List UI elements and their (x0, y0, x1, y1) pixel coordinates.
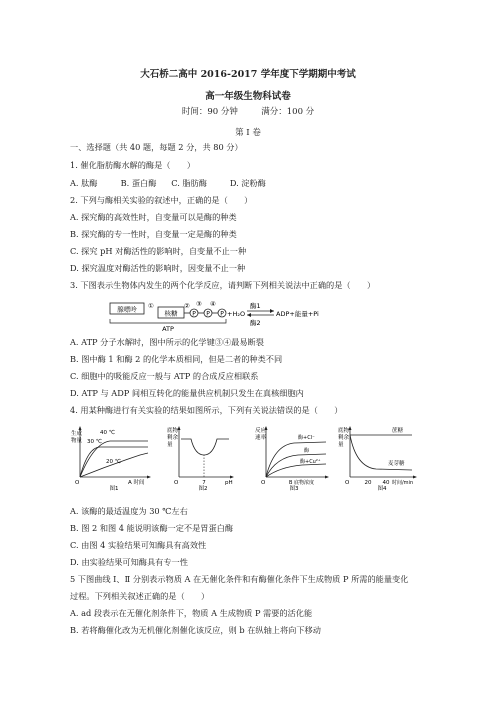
adenine-label: 腺嘌呤 (117, 305, 137, 314)
fig3-ylabel-2: 速率 (255, 435, 267, 441)
q3-stem: 3. 下图表示生物体内发生的两个化学反应，请判断下列相关说法中正确的是（ ） (70, 280, 376, 290)
fig3-x-arrowhead (325, 476, 329, 479)
fig4-tick-40: 40 (382, 480, 390, 486)
atp-diagram (108, 298, 319, 334)
q2-option-b: B. 探究酶的专一性时，自变量一定是酶的种类 (70, 229, 237, 239)
enzyme-2-label: 酶2 (250, 319, 261, 327)
section-heading: 一、选择题（共 40 题，每题 2 分，共 80 分） (70, 142, 243, 152)
figure-2 (165, 423, 237, 491)
fig3-caption: 图3 (289, 486, 299, 492)
fig1-label-20c: 20 ℃ (106, 459, 121, 465)
fig3-curve-cu (266, 464, 326, 477)
fig3-label-enzyme: 酶 (304, 448, 310, 454)
q5-stem-line-1: 5 下图曲线 Ⅰ、Ⅱ 分别表示物质 A 在无催化条件和有酶催化条件下生成物质 P 所需的能量变化 (70, 574, 409, 584)
q4-option-a: A. 该酶的最适温度为 30 ℃左右 (70, 506, 188, 516)
fig2-origin: O (174, 480, 179, 486)
fig4-origin: O (345, 480, 350, 486)
bond-4-label: ④ (210, 300, 216, 308)
figure-3 (254, 423, 332, 491)
time-label: 时间：90 分钟 (181, 107, 238, 117)
fig4-ylabel-3: 量 (338, 442, 344, 448)
figure-4 (336, 423, 420, 491)
ribose-label: 核糖 (164, 309, 178, 318)
fig4-xlabel: 时间/min (392, 480, 414, 486)
fig1-ylabel-2: 物量 (71, 438, 83, 444)
q1-options (70, 178, 266, 188)
fig3-ylabel-1: 反应 (255, 428, 267, 434)
fig3-label-cl: 酶+Cl⁻ (298, 435, 315, 441)
q3-option-a: A. ATP 分子水解时，图中所示的化学键③④最易断裂 (70, 337, 264, 347)
q2-stem: 2. 下列与酶相关实验的叙述中，正确的是（ ） (70, 195, 253, 205)
fig4-ylabel-2: 剩余 (338, 435, 350, 441)
fig3-label-cu: 酶+Cu²⁺ (300, 459, 321, 465)
fig2-curve (181, 439, 229, 455)
atp-label: ATP (162, 325, 174, 333)
fig2-ylabel-1: 底物 (167, 428, 179, 434)
q4-option-b: B. 图 2 和图 4 能说明该酶一定不是胃蛋白酶 (70, 523, 234, 533)
forward-arrowhead (270, 309, 274, 313)
fig1-xlabel: A 时间 (128, 480, 145, 486)
q2-option-a: A. 探究酶的高效性时，自变量可以是酶的种类 (70, 212, 237, 222)
fig4-x-arrowhead (413, 476, 417, 479)
fig4-caption: 图4 (377, 486, 387, 492)
score-label: 满分：100 分 (261, 107, 315, 117)
fig2-x-arrowhead (230, 476, 234, 479)
q5-option-a: A. ad 段表示在无催化剂条件下，物质 A 生成物质 P 需要的活化能 (70, 608, 313, 618)
q1-option-c: C. 脂肪酶 (171, 178, 207, 188)
bond-2-label: ② (184, 302, 190, 310)
q4-stem: 4. 用某种酶进行有关实验的结果如图所示，下列有关说法错误的是（ ） (70, 405, 343, 415)
volume-label: 第 I 卷 (235, 128, 261, 138)
q4-option-d: D. 由实验结果可知酶具有专一性 (70, 557, 188, 567)
fig4-label-sucrose: 蔗糖 (392, 428, 404, 434)
q1-option-b: B. 蛋白酶 (120, 178, 157, 188)
q3-option-d: D. ATP 与 ADP 间相互转化的能量供应机制只发生在真核细胞内 (70, 388, 304, 398)
q3-option-b: B. 图中酶 1 和酶 2 的化学本质相同，但是二者的种类不同 (70, 354, 283, 364)
fig4-label-maltose: 麦芽糖 (388, 461, 405, 467)
water-label: +H₂O (227, 310, 246, 318)
exam-school-title: 大石桥二高中 2016-2017 学年度下学期期中考试 (140, 69, 356, 80)
fig1-ylabel-1: 生成 (71, 431, 83, 437)
phosphate-1-label: P (192, 310, 196, 318)
phosphate-2-label: P (206, 310, 210, 318)
q5-option-b: B. 若将酶催化改为无机催化剂催化该反应，则 b 在纵轴上将向下移动 (70, 625, 321, 635)
fig1-caption: 图1 (109, 486, 119, 492)
fig1-y-arrowhead (79, 426, 82, 430)
fig2-caption: 图2 (198, 486, 208, 492)
fig1-label-30c: 30 ℃ (87, 439, 102, 445)
fig1-origin: O (75, 480, 80, 486)
atp-bracket (110, 319, 226, 323)
phosphate-3-label: P (220, 310, 224, 318)
fig2-ylabel-2: 剩余 (167, 435, 179, 441)
fig2-tick-7: 7 (202, 480, 206, 486)
q2-option-c: C. 探究 pH 对酶活性的影响时，自变量不止一种 (70, 246, 247, 256)
fig4-ylabel-1: 底物 (338, 428, 350, 434)
q1-option-a: A. 肽酶 (70, 178, 98, 188)
exam-meta (0, 105, 496, 117)
bond-1-label: ① (148, 302, 154, 310)
product-label: ADP+能量+Pi (276, 310, 319, 318)
fig2-ylabel-3: 量 (167, 442, 173, 448)
q3-option-c: C. 细胞中的吸能反应一般与 ATP 的合成反应相联系 (70, 371, 259, 381)
fig2-xlabel: pH (225, 480, 233, 486)
q2-option-d: D. 探究温度对酶活性的影响时，因变量不止一种 (70, 263, 246, 273)
fig4-tick-20: 20 (364, 480, 372, 486)
q1-option-d: D. 淀粉酶 (229, 178, 266, 188)
q5-stem-line-2: 过程。下列相关叙述正确的是（ ） (70, 591, 210, 601)
fig1-label-40c: 40 ℃ (100, 430, 115, 436)
figure-1 (70, 423, 156, 491)
enzyme-1-label: 酶1 (250, 302, 261, 310)
fig3-xlabel: B 底物浓度 (289, 480, 315, 486)
fig1-x-arrowhead (147, 476, 151, 479)
q4-option-c: C. 由图 4 实验结果可知酶具有高效性 (70, 540, 207, 550)
bond-3-label: ③ (196, 300, 202, 308)
fig3-origin: O (261, 480, 266, 486)
q1-stem: 1. 催化脂肪酶水解的酶是（ ） (70, 160, 196, 170)
reverse-arrowhead (247, 313, 251, 317)
exam-subject-title: 高一年级生物科试卷 (205, 91, 291, 102)
